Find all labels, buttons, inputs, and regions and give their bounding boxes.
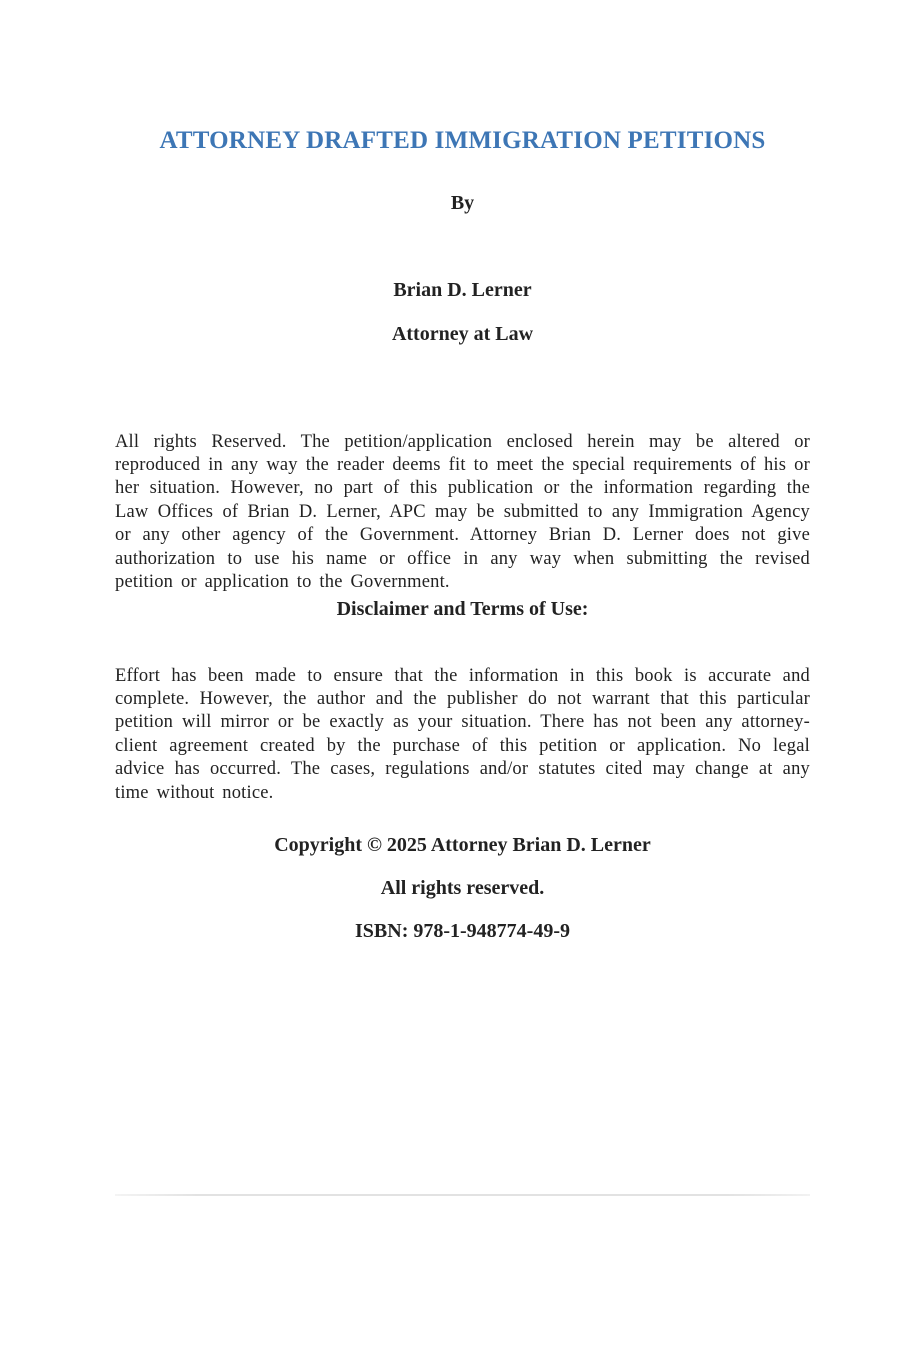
byline-label: By: [450, 192, 475, 214]
footer-divider: [115, 1194, 810, 1196]
author-title: Attorney at Law: [391, 323, 534, 345]
disclaimer-paragraph: Effort has been made to ensure that the information in this book is accurate and complete. However, the author and the publisher do not warrant that this particular petition will mirror or be exactly as your situation. There has not been any attorney-client agreement created by the purchase of this petition or application. No legal advice has occurred. The cases, regulations and/or statutes cited may change at any time without notice.: [115, 665, 810, 803]
rights-paragraph: All rights Reserved. The petition/application enclosed herein may be altered or reproduced in any way the reader deems fit to meet the special requirements of his or her situation. However, no part of this publication or the information regarding the Law Offices of Brian D. Lerner, APC may be submitted to any Immigration Agency or any other agency of the Government. Attorney Brian D. Lerner does not give authorization to use his name or office in any way when submitting the revised petition or application to the Government.: [115, 431, 810, 592]
copyright-line: Copyright © 2025 Attorney Brian D. Lerner: [274, 834, 651, 856]
disclaimer-heading: Disclaimer and Terms of Use:: [336, 598, 589, 620]
rights-reserved-line: All rights reserved.: [380, 877, 545, 899]
page-title: ATTORNEY DRAFTED IMMIGRATION PETITIONS: [159, 126, 766, 154]
author-name: Brian D. Lerner: [393, 279, 532, 301]
isbn-line: ISBN: 978-1-948774-49-9: [355, 920, 570, 942]
